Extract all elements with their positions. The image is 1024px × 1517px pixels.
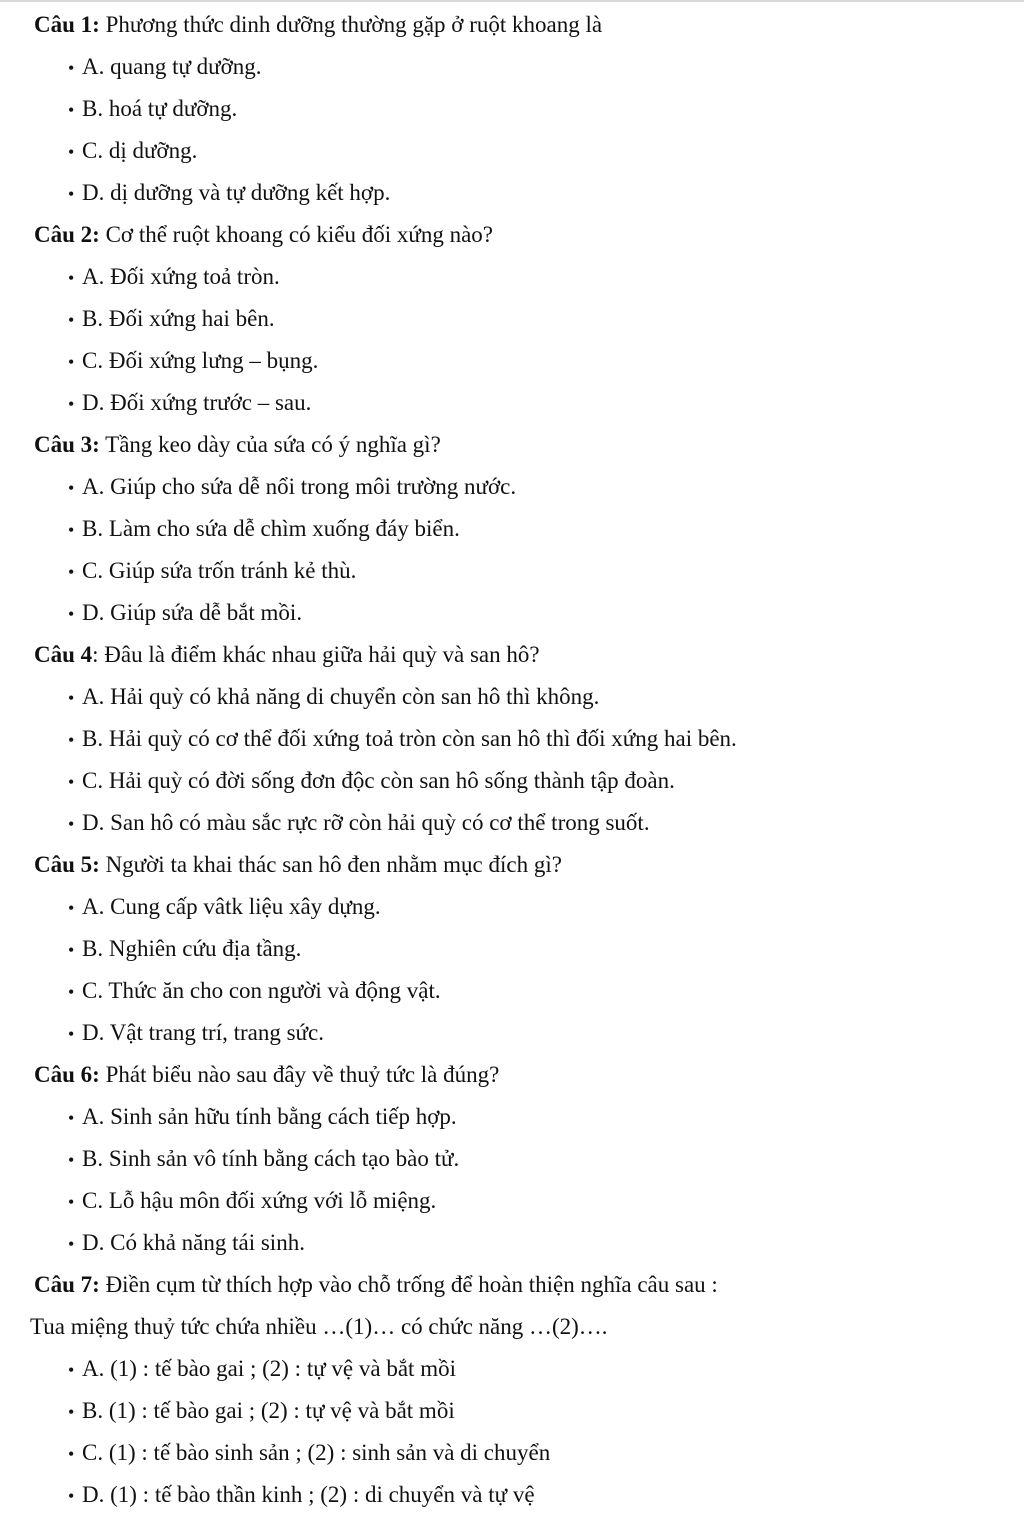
option-d[interactable]	[0, 592, 1024, 634]
option-text: D. dị dưỡng và tự dưỡng kết hợp.	[82, 180, 391, 205]
option-c[interactable]	[0, 130, 1024, 172]
question-text: Người ta khai thác san hô đen nhằm mục đích gì?	[105, 852, 562, 877]
option-list	[0, 466, 1024, 634]
option-text: B. Sinh sản vô tính bằng cách tạo bào tử.	[82, 1146, 460, 1171]
bullet-icon: •	[68, 1108, 75, 1128]
question-text: Cơ thể ruột khoang có kiểu đối xứng nào?	[105, 222, 494, 247]
bullet-icon: •	[68, 100, 75, 120]
question-text: Phương thức dinh dưỡng thường gặp ở ruột khoang là	[105, 12, 603, 37]
question-label: Câu 6:	[34, 1062, 100, 1087]
bullet-icon: •	[68, 1486, 75, 1506]
bullet-icon: •	[68, 1234, 75, 1254]
question-2	[0, 214, 1024, 424]
option-text: C. Giúp sứa trốn tránh kẻ thù.	[82, 558, 357, 583]
question-text: Phát biểu nào sau đây về thuỷ tức là đúng?	[105, 1062, 500, 1087]
question-label: Câu 7:	[34, 1272, 100, 1297]
bullet-icon: •	[68, 268, 75, 288]
option-text: A. Đối xứng toả tròn.	[82, 264, 280, 289]
question-label: Câu 1:	[34, 12, 100, 37]
option-b[interactable]	[0, 508, 1024, 550]
option-a[interactable]	[0, 676, 1024, 718]
option-text: C. dị dưỡng.	[82, 138, 198, 163]
option-b[interactable]	[0, 928, 1024, 970]
option-text: B. Hải quỳ có cơ thể đối xứng toả tròn còn san hô thì đối xứng hai bên.	[82, 726, 737, 751]
option-a[interactable]	[0, 1096, 1024, 1138]
bullet-icon: •	[68, 814, 75, 834]
question-text: Tầng keo dày của sứa có ý nghĩa gì?	[105, 432, 441, 457]
option-text: B. Làm cho sứa dễ chìm xuống đáy biển.	[82, 516, 460, 541]
question-4	[0, 634, 1024, 844]
question-4-line	[0, 634, 1024, 676]
question-1-line	[0, 4, 1024, 46]
option-a[interactable]	[0, 466, 1024, 508]
option-a[interactable]	[0, 886, 1024, 928]
option-text: A. Cung cấp vâtk liệu xây dựng.	[82, 894, 381, 919]
bullet-icon: •	[68, 310, 75, 330]
bullet-icon: •	[68, 940, 75, 960]
option-text: D. Giúp sứa dễ bắt mồi.	[82, 600, 303, 625]
option-c[interactable]	[0, 760, 1024, 802]
option-text: C. Đối xứng lưng – bụng.	[82, 348, 319, 373]
option-list	[0, 886, 1024, 1054]
option-text: B. Đối xứng hai bên.	[82, 306, 275, 331]
option-list	[0, 676, 1024, 844]
option-text: D. San hô có màu sắc rực rỡ còn hải quỳ có cơ thể trong suốt.	[82, 810, 650, 835]
top-divider	[0, 0, 1024, 2]
question-label: Câu 3:	[34, 432, 100, 457]
option-text: A. quang tự dưỡng.	[82, 54, 262, 79]
question-text: : Đâu là điểm khác nhau giữa hải quỳ và san hô?	[92, 642, 540, 667]
bullet-icon: •	[68, 352, 75, 372]
bullet-icon: •	[68, 184, 75, 204]
question-5-line	[0, 844, 1024, 886]
option-c[interactable]	[0, 970, 1024, 1012]
bullet-icon: •	[68, 520, 75, 540]
bullet-icon: •	[68, 1444, 75, 1464]
bullet-icon: •	[68, 1402, 75, 1422]
option-b[interactable]	[0, 718, 1024, 760]
bullet-icon: •	[68, 730, 75, 750]
option-text: D. Đối xứng trước – sau.	[82, 390, 312, 415]
bullet-icon: •	[68, 1024, 75, 1044]
option-c[interactable]	[0, 1432, 1024, 1474]
bullet-icon: •	[68, 1192, 75, 1212]
question-5	[0, 844, 1024, 1054]
option-d[interactable]	[0, 1012, 1024, 1054]
bullet-icon: •	[68, 1360, 75, 1380]
option-text: D. Vật trang trí, trang sức.	[82, 1020, 324, 1045]
option-text: C. Lỗ hậu môn đối xứng với lỗ miệng.	[82, 1188, 437, 1213]
option-d[interactable]	[0, 1222, 1024, 1264]
option-text: D. (1) : tế bào thần kinh ; (2) : di chuyển và tự vệ	[82, 1482, 535, 1507]
question-7	[0, 1264, 1024, 1516]
option-text: B. Nghiên cứu địa tầng.	[82, 936, 302, 961]
question-2-line	[0, 214, 1024, 256]
question-label: Câu 2:	[34, 222, 100, 247]
bullet-icon: •	[68, 1150, 75, 1170]
option-list	[0, 256, 1024, 424]
question-6	[0, 1054, 1024, 1264]
option-c[interactable]	[0, 340, 1024, 382]
option-b[interactable]	[0, 1138, 1024, 1180]
bullet-icon: •	[68, 982, 75, 1002]
question-7-line	[0, 1264, 1024, 1306]
option-a[interactable]	[0, 46, 1024, 88]
bullet-icon: •	[68, 562, 75, 582]
option-text: A. Sinh sản hữu tính bằng cách tiếp hợp.	[82, 1104, 457, 1129]
bullet-icon: •	[68, 394, 75, 414]
option-d[interactable]	[0, 1474, 1024, 1516]
bullet-icon: •	[68, 142, 75, 162]
question-3-line	[0, 424, 1024, 466]
option-c[interactable]	[0, 550, 1024, 592]
question-3	[0, 424, 1024, 634]
option-text: A. Giúp cho sứa dễ nổi trong môi trường nước.	[82, 474, 517, 499]
option-a[interactable]	[0, 1348, 1024, 1390]
bullet-icon: •	[68, 604, 75, 624]
option-text: B. (1) : tế bào gai ; (2) : tự vệ và bắt mồi	[82, 1398, 455, 1423]
option-b[interactable]	[0, 88, 1024, 130]
option-text: D. Có khả năng tái sinh.	[82, 1230, 305, 1255]
option-c[interactable]	[0, 1180, 1024, 1222]
option-d[interactable]	[0, 172, 1024, 214]
bullet-icon: •	[68, 58, 75, 78]
bullet-icon: •	[68, 688, 75, 708]
question-label: Câu 5:	[34, 852, 100, 877]
option-b[interactable]	[0, 298, 1024, 340]
quiz-document	[0, 4, 1024, 1516]
option-list	[0, 1348, 1024, 1516]
option-a[interactable]	[0, 256, 1024, 298]
bullet-icon: •	[68, 898, 75, 918]
bullet-icon: •	[68, 772, 75, 792]
question-label: Câu 4	[34, 642, 93, 667]
option-text: C. Thức ăn cho con người và động vật.	[82, 978, 441, 1003]
option-text: A. Hải quỳ có khả năng di chuyển còn san hô thì không.	[82, 684, 600, 709]
option-text: C. (1) : tế bào sinh sản ; (2) : sinh sản và di chuyển	[82, 1440, 551, 1465]
option-list	[0, 1096, 1024, 1264]
option-text: A. (1) : tế bào gai ; (2) : tự vệ và bắt mồi	[82, 1356, 456, 1381]
option-d[interactable]	[0, 802, 1024, 844]
question-7-statement: Tua miệng thuỷ tức chứa nhiều …(1)… có chức năng …(2)….	[30, 1314, 608, 1339]
option-text: C. Hải quỳ có đời sống đơn độc còn san hô sống thành tập đoàn.	[82, 768, 675, 793]
option-text: B. hoá tự dưỡng.	[82, 96, 238, 121]
option-b[interactable]	[0, 1390, 1024, 1432]
question-text: Điền cụm từ thích hợp vào chỗ trống để hoàn thiện nghĩa câu sau :	[105, 1272, 718, 1297]
question-6-line	[0, 1054, 1024, 1096]
option-d[interactable]	[0, 382, 1024, 424]
bullet-icon: •	[68, 478, 75, 498]
question-1	[0, 4, 1024, 214]
option-list	[0, 46, 1024, 214]
